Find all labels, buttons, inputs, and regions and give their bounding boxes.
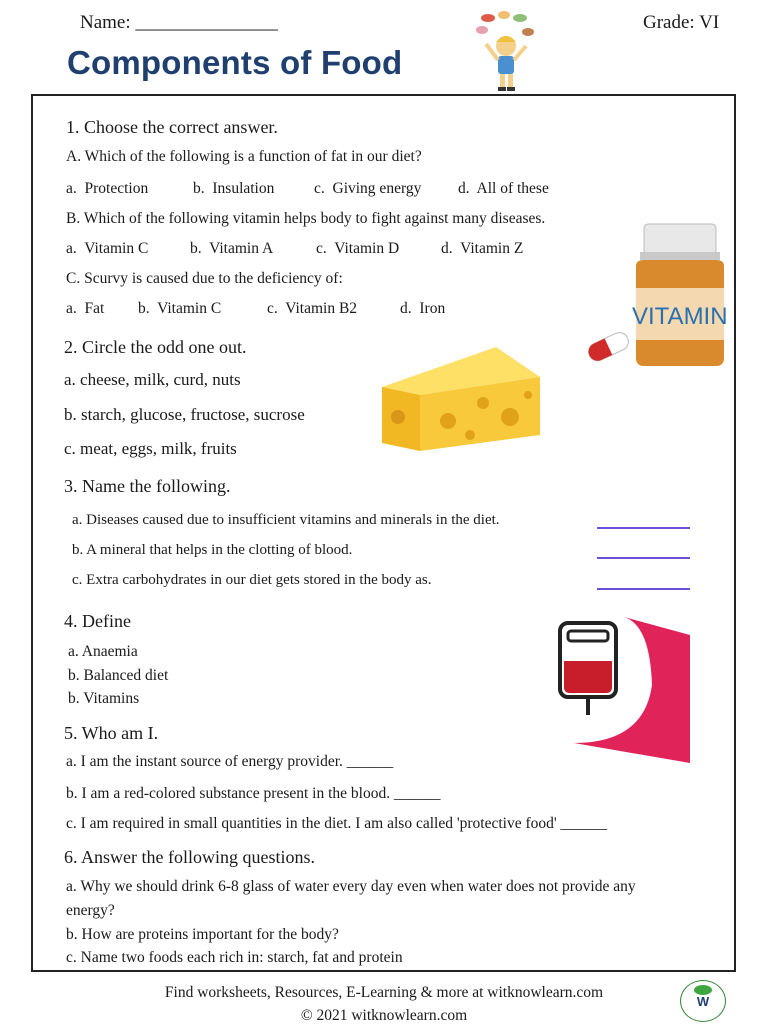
footer-copyright: © 2021 witknowlearn.com	[300, 1007, 468, 1024]
answer-question-c: c. Name two foods each rich in: starch, fat and protein	[66, 949, 403, 966]
page-title: Components of Food	[67, 44, 403, 81]
option-1a-c: c. Giving energy	[314, 180, 422, 197]
define-item-a: a. Anaemia	[68, 643, 138, 660]
section-1-heading: 1. Choose the correct answer.	[66, 117, 278, 137]
question-1a: A. Which of the following is a function of fat in our diet?	[66, 148, 422, 165]
answer-line-b	[597, 557, 690, 559]
define-item-c: b. Vitamins	[68, 690, 140, 707]
section-5-heading: 5. Who am I.	[64, 723, 159, 743]
section-2-heading: 2. Circle the odd one out.	[64, 337, 247, 357]
odd-one-item-c: c. meat, eggs, milk, fruits	[64, 439, 237, 458]
section-4-heading: 4. Define	[64, 611, 131, 631]
option-1c-d: d. Iron	[400, 300, 446, 317]
name-item-a: a. Diseases caused due to insufficient vitamins and minerals in the diet.	[72, 512, 500, 528]
option-1a-b: b. Insulation	[193, 180, 275, 197]
option-1b-d: d. Vitamin Z	[441, 240, 524, 257]
define-item-b: b. Balanced diet	[68, 667, 169, 684]
option-1a-d: d. All of these	[458, 180, 549, 197]
option-1a-a: a. Protection	[66, 180, 149, 197]
logo-letter: W	[696, 994, 710, 1009]
grade-label: Grade: VI	[643, 12, 720, 33]
option-1b-b: b. Vitamin A	[190, 240, 274, 257]
option-1b-a: a. Vitamin C	[66, 240, 149, 257]
kid-juggling-food-icon	[470, 8, 540, 94]
option-1c-b: b. Vitamin C	[138, 300, 222, 317]
answer-question-a-continued: energy?	[66, 902, 115, 919]
question-1c: C. Scurvy is caused due to the deficiency of:	[66, 270, 343, 287]
vitamin-label-text: VITAMIN	[632, 303, 728, 330]
witknowlearn-logo	[680, 980, 726, 1022]
blood-bag-icon	[554, 613, 692, 765]
who-am-i-item-b: b. I am a red-colored substance present in the blood. ______	[66, 785, 441, 802]
name-field-label: Name: _______________	[80, 12, 278, 33]
answer-line-a	[597, 527, 690, 529]
odd-one-item-a: a. cheese, milk, curd, nuts	[64, 370, 241, 389]
section-3-heading: 3. Name the following.	[64, 476, 231, 496]
vitamin-bottle-icon	[586, 222, 728, 368]
name-item-b: b. A mineral that helps in the clotting of blood.	[72, 542, 353, 558]
option-1c-a: a. Fat	[66, 300, 105, 317]
question-1b: B. Which of the following vitamin helps body to fight against many diseases.	[66, 210, 546, 227]
footer-resources-link[interactable]: Find worksheets, Resources, E-Learning & more at witknowlearn.com	[164, 984, 604, 1001]
answer-line-c	[597, 588, 690, 590]
section-6-heading: 6. Answer the following questions.	[64, 847, 315, 867]
who-am-i-item-c: c. I am required in small quantities in the diet. I am also called 'protective food' ______	[66, 815, 608, 832]
cheese-icon	[378, 343, 543, 455]
answer-question-a: a. Why we should drink 6-8 glass of water every day even when water does not provide any	[66, 878, 636, 895]
answer-question-b: b. How are proteins important for the body?	[66, 926, 339, 943]
option-1b-c: c. Vitamin D	[316, 240, 400, 257]
option-1c-c: c. Vitamin B2	[267, 300, 358, 317]
who-am-i-item-a: a. I am the instant source of energy provider. ______	[66, 753, 394, 770]
odd-one-item-b: b. starch, glucose, fructose, sucrose	[64, 405, 305, 424]
name-item-c: c. Extra carbohydrates in our diet gets stored in the body as.	[72, 572, 432, 588]
